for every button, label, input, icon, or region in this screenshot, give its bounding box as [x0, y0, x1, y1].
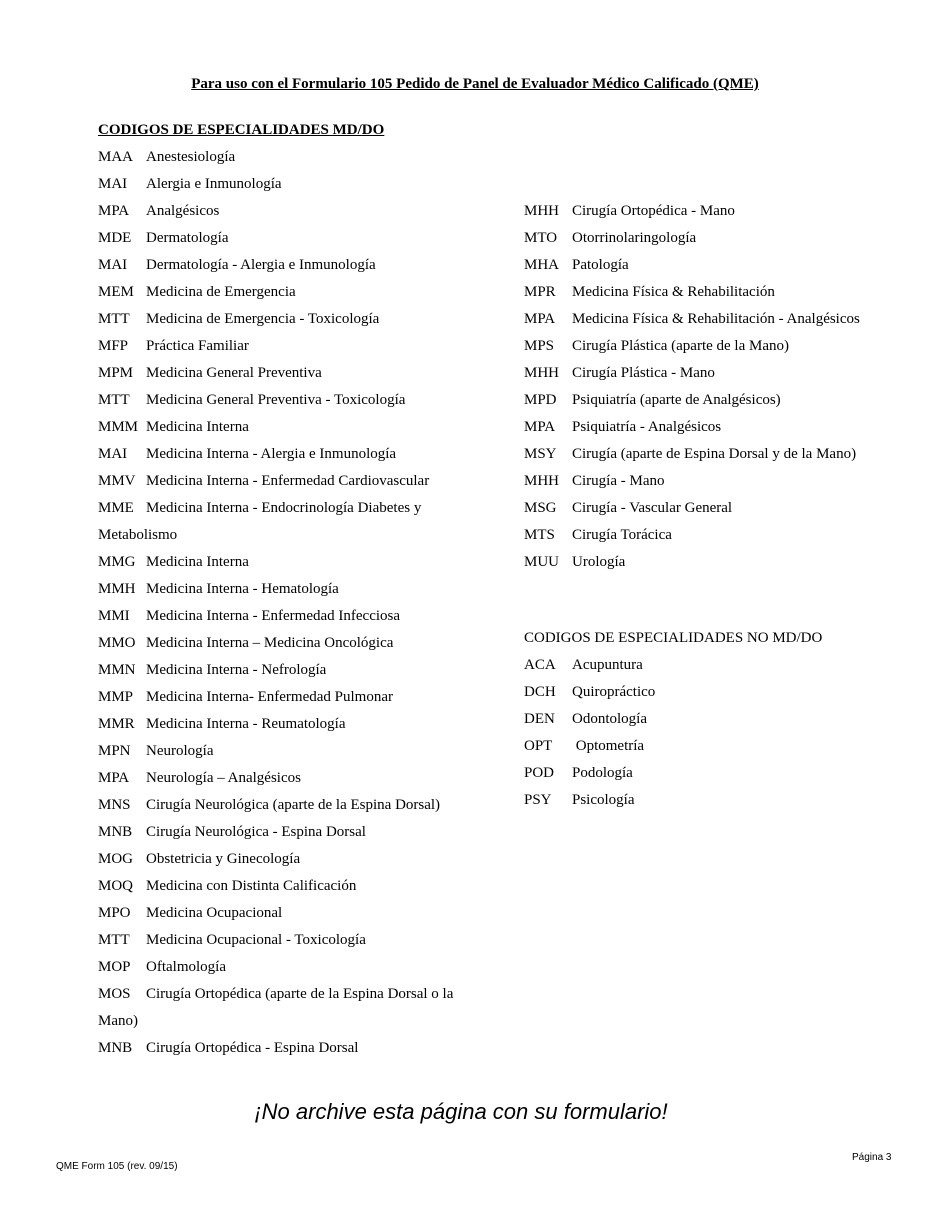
specialty-name: Medicina Interna - Alergia e Inmunología [146, 446, 397, 462]
specialty-code: MMN [98, 662, 136, 678]
specialty-row [98, 606, 498, 633]
specialty-code: MPA [524, 311, 556, 327]
specialty-code: MHH [524, 473, 560, 489]
specialty-row [524, 790, 924, 817]
specialty-name: Oftalmología [146, 959, 226, 975]
specialty-name: Psicología [572, 792, 635, 808]
specialty-row [98, 309, 498, 336]
specialty-name-continuation: Metabolismo [98, 527, 178, 543]
specialty-name: Odontología [572, 711, 647, 727]
specialty-row [524, 682, 924, 709]
specialty-row [524, 282, 924, 309]
specialty-row [98, 714, 498, 741]
specialty-code: MNS [98, 797, 131, 813]
specialty-row [524, 255, 924, 282]
specialty-row [98, 444, 498, 471]
specialty-name: Cirugía Plástica (aparte de la Mano) [572, 338, 790, 354]
specialty-row [98, 201, 498, 228]
specialty-code: MPD [524, 392, 557, 408]
specialty-row [98, 660, 498, 687]
specialty-code: OPT [524, 738, 553, 754]
specialty-name: Medicina Interna - Endocrinología Diabetes y [146, 500, 422, 516]
specialty-row [524, 363, 924, 390]
specialty-name: Alergia e Inmunología [146, 176, 282, 192]
specialty-code: MPM [98, 365, 134, 381]
specialty-row [98, 930, 498, 957]
specialty-code: MOS [98, 986, 131, 1002]
specialty-name: Medicina de Emergencia - Toxicología [146, 311, 380, 327]
specialty-code: MNB [98, 824, 133, 840]
specialty-name: Psiquiatría - Analgésicos [572, 419, 722, 435]
do-not-file-note: ¡No archive esta página con su formulario! [254, 1099, 668, 1124]
specialty-code: MSY [524, 446, 557, 462]
specialty-name: Neurología – Analgésicos [146, 770, 301, 786]
specialty-row [98, 849, 498, 876]
specialty-code: MOQ [98, 878, 134, 894]
specialty-row [524, 736, 924, 763]
specialty-code: MPS [524, 338, 555, 354]
specialty-row [524, 444, 924, 471]
specialty-name: Medicina General Preventiva [146, 365, 322, 381]
specialty-code: MPR [524, 284, 556, 300]
specialty-name: Analgésicos [146, 203, 220, 219]
specialty-row [98, 768, 498, 795]
specialty-row [98, 282, 498, 309]
specialty-row [524, 309, 924, 336]
specialty-row [98, 822, 498, 849]
specialty-row [524, 390, 924, 417]
specialty-row [524, 709, 924, 736]
specialty-row [98, 390, 498, 417]
specialty-row [98, 552, 498, 579]
specialty-name: Medicina Ocupacional - Toxicología [146, 932, 366, 948]
specialty-name-continuation: Mano) [98, 1013, 138, 1029]
specialty-name: Cirugía Torácica [572, 527, 672, 543]
specialty-row [98, 903, 498, 930]
specialty-row [98, 228, 498, 255]
md-section-title: CODIGOS DE ESPECIALIDADES MD/DO [98, 122, 385, 138]
specialty-row [98, 498, 498, 525]
specialty-name: Dermatología [146, 230, 229, 246]
md-codes-right-column [524, 201, 924, 579]
specialty-code: MPA [524, 419, 556, 435]
specialty-name: Cirugía - Vascular General [572, 500, 733, 516]
specialty-code: MPA [98, 203, 130, 219]
specialty-row [98, 147, 498, 174]
specialty-row [524, 552, 924, 579]
specialty-name: Medicina Interna - Nefrología [146, 662, 327, 678]
specialty-row [524, 336, 924, 363]
specialty-name: Obstetricia y Ginecología [146, 851, 301, 867]
specialty-name: Cirugía - Mano [572, 473, 665, 489]
specialty-name: Acupuntura [572, 657, 643, 673]
specialty-name: Medicina General Preventiva - Toxicología [146, 392, 406, 408]
specialty-code: MAA [98, 149, 134, 165]
specialty-name: Medicina Interna – Medicina Oncológica [146, 635, 394, 651]
specialty-code: MMP [98, 689, 134, 705]
specialty-name: Medicina Física & Rehabilitación [572, 284, 775, 300]
specialty-name: Dermatología - Alergia e Inmunología [146, 257, 376, 273]
specialty-code: MSG [524, 500, 557, 516]
specialty-row [98, 876, 498, 903]
specialty-name: Medicina Física & Rehabilitación - Analgésicos [572, 311, 860, 327]
specialty-name: Patología [572, 257, 629, 273]
specialty-code: MHH [524, 203, 560, 219]
specialty-code: MMV [98, 473, 136, 489]
form-identifier: QME Form 105 (rev. 09/15) [56, 1161, 178, 1172]
specialty-name: Cirugía Ortopédica - Espina Dorsal [146, 1040, 359, 1056]
specialty-name: Podología [572, 765, 633, 781]
page-number: Página 3 [852, 1152, 892, 1163]
specialty-row [98, 336, 498, 363]
non-md-section-title: CODIGOS DE ESPECIALIDADES NO MD/DO [524, 630, 823, 646]
specialty-code: MMG [98, 554, 136, 570]
specialty-row [98, 471, 498, 498]
specialty-row [98, 255, 498, 282]
specialty-code: MAI [98, 446, 128, 462]
specialty-name: Anestesiología [146, 149, 236, 165]
specialty-name: Cirugía Ortopédica - Mano [572, 203, 735, 219]
specialty-code: MAI [98, 176, 128, 192]
specialty-name: Medicina Interna - Enfermedad Cardiovascular [146, 473, 430, 489]
specialty-name: Cirugía Neurológica - Espina Dorsal [146, 824, 366, 840]
specialty-code: MAI [98, 257, 128, 273]
specialty-code: MTT [98, 932, 130, 948]
specialty-code: MTT [98, 311, 130, 327]
specialty-code: MMH [98, 581, 136, 597]
specialty-row [98, 417, 498, 444]
specialty-name: Urología [572, 554, 626, 570]
specialty-name: Optometría [572, 738, 645, 754]
specialty-name: Psiquiatría (aparte de Analgésicos) [572, 392, 781, 408]
page-title: Para uso con el Formulario 105 Pedido de Panel de Evaluador Médico Calificado (QME) [191, 76, 759, 92]
md-codes-left-column [98, 120, 498, 1065]
md-codes-right-list [524, 201, 924, 579]
specialty-row [524, 417, 924, 444]
specialty-row [98, 1038, 498, 1065]
specialty-code: MPO [98, 905, 131, 921]
specialty-row [98, 984, 498, 1011]
specialty-code: MFP [98, 338, 129, 354]
specialty-row [524, 498, 924, 525]
specialty-code: MTO [524, 230, 558, 246]
specialty-code: MOP [98, 959, 131, 975]
specialty-row [524, 228, 924, 255]
specialty-code: MME [98, 500, 134, 516]
specialty-code: MMM [98, 419, 139, 435]
specialty-name: Medicina de Emergencia [146, 284, 296, 300]
specialty-name: Medicina Interna [146, 554, 249, 570]
specialty-row [98, 957, 498, 984]
specialty-name: Quiropráctico [572, 684, 656, 700]
specialty-code: MTT [98, 392, 130, 408]
specialty-name: Medicina Interna- Enfermedad Pulmonar [146, 689, 393, 705]
specialty-code: MEM [98, 284, 134, 300]
specialty-code: MMO [98, 635, 136, 651]
specialty-name: Medicina con Distinta Calificación [146, 878, 357, 894]
specialty-code: MNB [98, 1040, 133, 1056]
specialty-row [98, 174, 498, 201]
specialty-row [524, 525, 924, 552]
specialty-code: MOG [98, 851, 134, 867]
specialty-row [98, 633, 498, 660]
specialty-name: Práctica Familiar [146, 338, 249, 354]
specialty-code: MPA [98, 770, 130, 786]
specialty-code: ACA [524, 657, 556, 673]
specialty-row [98, 363, 498, 390]
non-md-codes-list [524, 655, 924, 817]
specialty-name: Medicina Interna - Reumatología [146, 716, 346, 732]
specialty-code: POD [524, 765, 555, 781]
specialty-name: Cirugía Neurológica (aparte de la Espina Dorsal) [146, 797, 441, 813]
specialty-code: MUU [524, 554, 560, 570]
specialty-row [98, 741, 498, 768]
specialty-code: DCH [524, 684, 556, 700]
specialty-code: PSY [524, 792, 552, 808]
specialty-row [524, 471, 924, 498]
specialty-code: MMI [98, 608, 130, 624]
specialty-code: MPN [98, 743, 131, 759]
specialty-name: Cirugía (aparte de Espina Dorsal y de la Mano) [572, 446, 857, 462]
md-codes-left-list [98, 147, 498, 1065]
specialty-name: Medicina Ocupacional [146, 905, 283, 921]
specialty-name: Medicina Interna - Hematología [146, 581, 339, 597]
specialty-name: Neurología [146, 743, 214, 759]
specialty-row [524, 763, 924, 790]
specialty-name: Cirugía Plástica - Mano [572, 365, 715, 381]
specialty-row [524, 201, 924, 228]
specialty-code: MHH [524, 365, 560, 381]
non-md-codes-column [524, 628, 924, 817]
specialty-name: Medicina Interna [146, 419, 249, 435]
specialty-name: Cirugía Ortopédica (aparte de la Espina Dorsal o la [146, 986, 454, 1002]
specialty-row [524, 655, 924, 682]
specialty-name: Otorrinolaringología [572, 230, 697, 246]
specialty-name: Medicina Interna - Enfermedad Infecciosa [146, 608, 401, 624]
specialty-code: DEN [524, 711, 555, 727]
specialty-row [98, 579, 498, 606]
specialty-code: MMR [98, 716, 135, 732]
specialty-code: MTS [524, 527, 555, 543]
specialty-code: MHA [524, 257, 560, 273]
specialty-row [98, 687, 498, 714]
specialty-code: MDE [98, 230, 132, 246]
specialty-row [98, 795, 498, 822]
